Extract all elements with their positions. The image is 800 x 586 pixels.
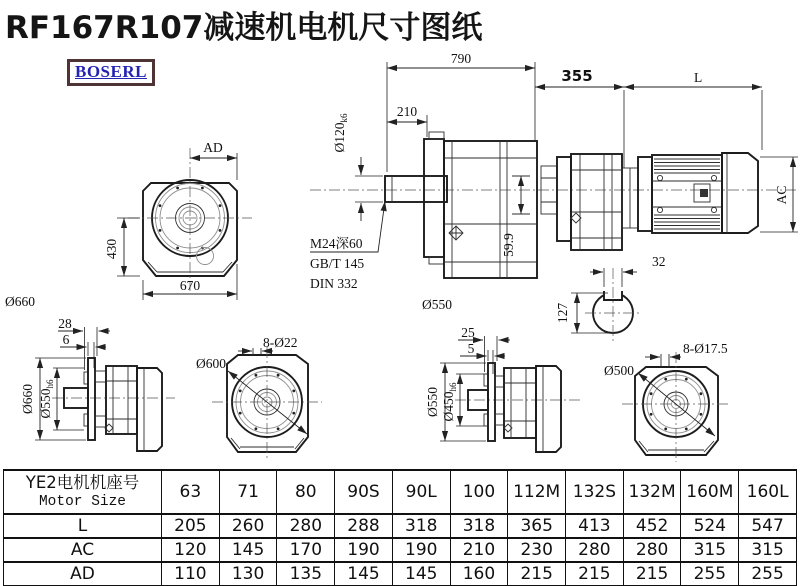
- dim-label-127: 127: [555, 302, 570, 324]
- table-cell: 315: [681, 538, 739, 562]
- dim-label-d500: Ø500: [604, 363, 634, 378]
- dim-label-210: 210: [396, 104, 418, 119]
- table-cell: 145: [392, 562, 450, 586]
- dim-label-ac: AC: [774, 185, 789, 205]
- dim-label-d450h6: $Ø450_{h6}$: [441, 382, 458, 422]
- dim-label-d660-bl: Ø660: [20, 384, 35, 414]
- dim-label-5: 5: [467, 341, 475, 356]
- callout-d550-main: Ø550: [422, 297, 452, 312]
- callout-tap: M24深60: [310, 236, 363, 251]
- table-cell: 318: [392, 514, 450, 538]
- table-cell: 215: [508, 562, 566, 586]
- table-cell: 365: [508, 514, 566, 538]
- dim-label-8-d17-5: 8-Ø17.5: [683, 341, 728, 356]
- table-cell: 145: [219, 538, 277, 562]
- page-title: RF167R107减速机电机尺寸图纸: [5, 10, 483, 46]
- row-label-ad: AD: [4, 562, 162, 586]
- dim-label-d550h6: $Ø550_{h6}$: [38, 379, 55, 419]
- table-row-l: [4, 514, 797, 538]
- dim-label-790: 790: [450, 51, 472, 66]
- motor-size-header-en: Motor Size: [38, 494, 126, 510]
- table-cell: 135: [277, 562, 335, 586]
- callout-std1: GB/T 145: [310, 256, 365, 271]
- column-header-132s: 132S: [566, 470, 624, 514]
- table-cell: 230: [508, 538, 566, 562]
- table-cell: 280: [623, 538, 681, 562]
- table-cell: 315: [739, 538, 797, 562]
- dim-label-670: 670: [179, 278, 201, 293]
- table-cell: 452: [623, 514, 681, 538]
- dim-label-l: L: [694, 70, 703, 85]
- front-view-drawing: [5, 140, 252, 309]
- column-header-90l: 90L: [392, 470, 450, 514]
- motor-size-table: [3, 469, 797, 586]
- column-header-132m: 132M: [623, 470, 681, 514]
- table-cell: 120: [162, 538, 220, 562]
- column-header-80: 80: [277, 470, 335, 514]
- column-header-90s: 90S: [335, 470, 393, 514]
- table-cell: 547: [739, 514, 797, 538]
- table-cell: 413: [566, 514, 624, 538]
- table-row-ac: [4, 538, 797, 562]
- column-header-160m: 160M: [681, 470, 739, 514]
- table-cell: 318: [450, 514, 508, 538]
- table-cell: 524: [681, 514, 739, 538]
- table-cell: 130: [219, 562, 277, 586]
- dim-label-ad: AD: [203, 140, 223, 155]
- bottom-left-side-view-drawing: [20, 316, 175, 451]
- dim-label-d550-bm: Ø550: [425, 387, 440, 417]
- dim-label-8-d22: 8-Ø22: [263, 335, 298, 350]
- table-cell: 215: [623, 562, 681, 586]
- row-label-l: L: [4, 514, 162, 538]
- dim-label-shaft-dia: $Ø120_{k6}$: [332, 113, 349, 153]
- table-cell: 255: [681, 562, 739, 586]
- column-header-63: 63: [162, 470, 220, 514]
- column-header-160l: 160L: [739, 470, 797, 514]
- shaft-key-section-drawing: [555, 254, 666, 342]
- table-cell: 145: [335, 562, 393, 586]
- dim-label-32: 32: [652, 254, 666, 269]
- table-cell: 190: [335, 538, 393, 562]
- dim-label-d600: Ø600: [196, 356, 226, 371]
- dim-label-59-9: 59.9: [501, 233, 516, 257]
- dim-label-25: 25: [461, 325, 475, 340]
- dim-label-6: 6: [62, 332, 70, 347]
- table-cell: 170: [277, 538, 335, 562]
- dim-label-28: 28: [58, 316, 72, 331]
- table-cell: 260: [219, 514, 277, 538]
- column-header-112m: 112M: [508, 470, 566, 514]
- table-cell: 215: [566, 562, 624, 586]
- column-header-100: 100: [450, 470, 508, 514]
- row-label-ac: AC: [4, 538, 162, 562]
- bottom-right-flange-view-drawing: [604, 341, 730, 462]
- motor-size-header: [4, 470, 162, 514]
- table-cell: 190: [392, 538, 450, 562]
- table-cell: 205: [162, 514, 220, 538]
- callout-std2: DIN 332: [310, 276, 358, 291]
- column-header-71: 71: [219, 470, 277, 514]
- table-cell: 288: [335, 514, 393, 538]
- dim-label-430: 430: [104, 238, 119, 260]
- callout-d660: Ø660: [5, 294, 35, 309]
- bottom-middle-side-view-drawing: [425, 325, 580, 452]
- table-row-ad: [4, 562, 797, 586]
- bottom-left-flange-view-drawing: [196, 335, 322, 458]
- table-cell: 160: [450, 562, 508, 586]
- boserl-logo-text: BOSERL: [75, 62, 147, 81]
- table-cell: 210: [450, 538, 508, 562]
- dim-label-355: 355: [561, 67, 593, 85]
- table-cell: 255: [739, 562, 797, 586]
- table-cell: 110: [162, 562, 220, 586]
- motor-size-header-cn: YE2电机机座号: [25, 473, 140, 492]
- table-cell: 280: [277, 514, 335, 538]
- main-side-view-drawing: [310, 51, 798, 312]
- table-cell: 280: [566, 538, 624, 562]
